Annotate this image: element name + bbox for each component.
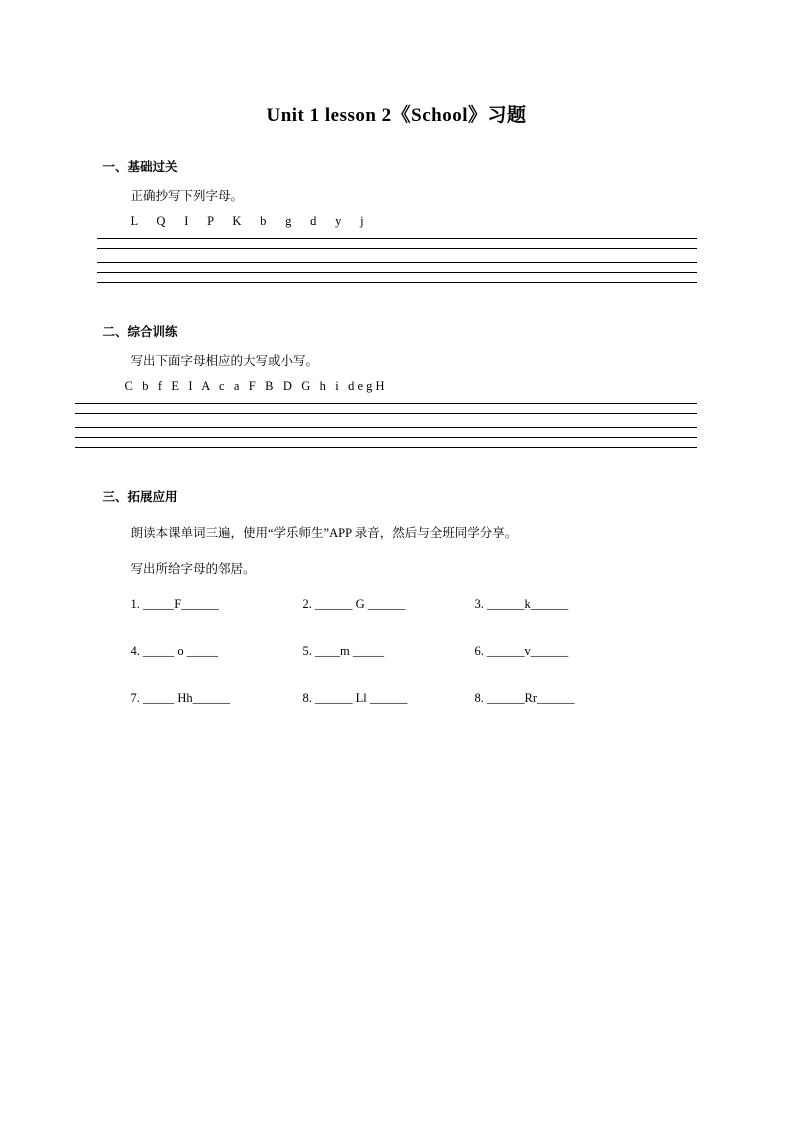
writing-line: [97, 238, 697, 248]
page-title: Unit 1 lesson 2《School》习题: [266, 105, 527, 126]
question-item[interactable]: [303, 691, 475, 706]
answer-blank[interactable]: ______: [315, 597, 353, 611]
question-row: [131, 644, 697, 659]
question-row: [131, 691, 697, 706]
given-letter: G: [355, 597, 365, 611]
section-heading-3: 三、拓展应用: [102, 490, 178, 504]
given-letter: k: [524, 597, 531, 611]
section-3-instruction: 朗读本课单词三遍，使用“学乐师生”APP 录音，然后与全班同学分享。: [130, 526, 518, 540]
writing-line: [75, 427, 697, 437]
answer-blank[interactable]: ______: [369, 691, 408, 705]
given-letter: v: [524, 644, 531, 658]
answer-blank[interactable]: ______: [530, 597, 569, 611]
section-1-instruction: 正确抄写下列字母。: [130, 189, 244, 203]
answer-blank[interactable]: _____: [143, 597, 175, 611]
given-letter: Hh: [177, 691, 193, 705]
question-item[interactable]: [475, 691, 647, 706]
answer-blank[interactable]: ______: [487, 644, 525, 658]
question-item[interactable]: [303, 644, 475, 659]
answer-blank[interactable]: ______: [530, 644, 569, 658]
writing-line: [97, 248, 697, 262]
question-item[interactable]: [303, 597, 475, 612]
question-item[interactable]: [131, 691, 303, 706]
writing-line: [97, 262, 697, 272]
section-2-instruction: 写出下面字母相应的大写或小写。: [130, 354, 319, 368]
answer-blank[interactable]: _____: [143, 691, 175, 705]
question-number: 8.: [302, 691, 312, 705]
question-item[interactable]: [131, 644, 303, 659]
answer-blank[interactable]: ______: [192, 691, 231, 705]
writing-line: [75, 413, 697, 427]
question-number: 6.: [474, 644, 484, 658]
section-1-writing-lines[interactable]: [97, 238, 697, 292]
answer-blank[interactable]: ______: [315, 691, 353, 705]
question-number: 2.: [302, 597, 312, 611]
answer-blank[interactable]: ______: [487, 691, 525, 705]
given-letter: F: [174, 597, 182, 611]
question-row: [131, 597, 697, 612]
question-number: 8.: [474, 691, 484, 705]
given-letter: m: [340, 644, 350, 658]
worksheet-content: [97, 157, 697, 706]
section-heading-1: 一、基础过关: [102, 160, 178, 174]
answer-blank[interactable]: ____: [315, 644, 340, 658]
question-number: 5.: [302, 644, 312, 658]
question-number: 1.: [130, 597, 140, 611]
writing-line: [97, 282, 697, 292]
given-letter: Rr: [524, 691, 537, 705]
answer-blank[interactable]: ______: [487, 597, 525, 611]
question-number: 7.: [130, 691, 140, 705]
given-letter: o: [177, 644, 184, 658]
question-number: 3.: [474, 597, 484, 611]
section-2-letters: C b f E I A c a F B D G h i d e g H: [124, 379, 385, 393]
writing-line: [75, 403, 697, 413]
answer-blank[interactable]: _____: [186, 644, 218, 658]
writing-line: [75, 437, 697, 447]
answer-blank[interactable]: ______: [367, 597, 406, 611]
section-3-instruction-2: 写出所给字母的邻居。: [130, 562, 256, 576]
answer-blank[interactable]: ______: [181, 597, 219, 611]
question-item[interactable]: [475, 597, 647, 612]
question-item[interactable]: [475, 644, 647, 659]
section-1-letters: L Q I P K b g d y j: [130, 214, 364, 228]
answer-blank[interactable]: _____: [143, 644, 175, 658]
given-letter: Ll: [355, 691, 367, 705]
writing-line: [97, 272, 697, 282]
neighbour-letters-grid: [131, 597, 697, 706]
question-number: 4.: [130, 644, 140, 658]
section-2-writing-lines[interactable]: [75, 403, 697, 457]
writing-line: [75, 447, 697, 457]
section-heading-2: 二、综合训练: [102, 325, 178, 339]
answer-blank[interactable]: _____: [352, 644, 385, 658]
answer-blank[interactable]: ______: [537, 691, 575, 705]
question-item[interactable]: [131, 597, 303, 612]
